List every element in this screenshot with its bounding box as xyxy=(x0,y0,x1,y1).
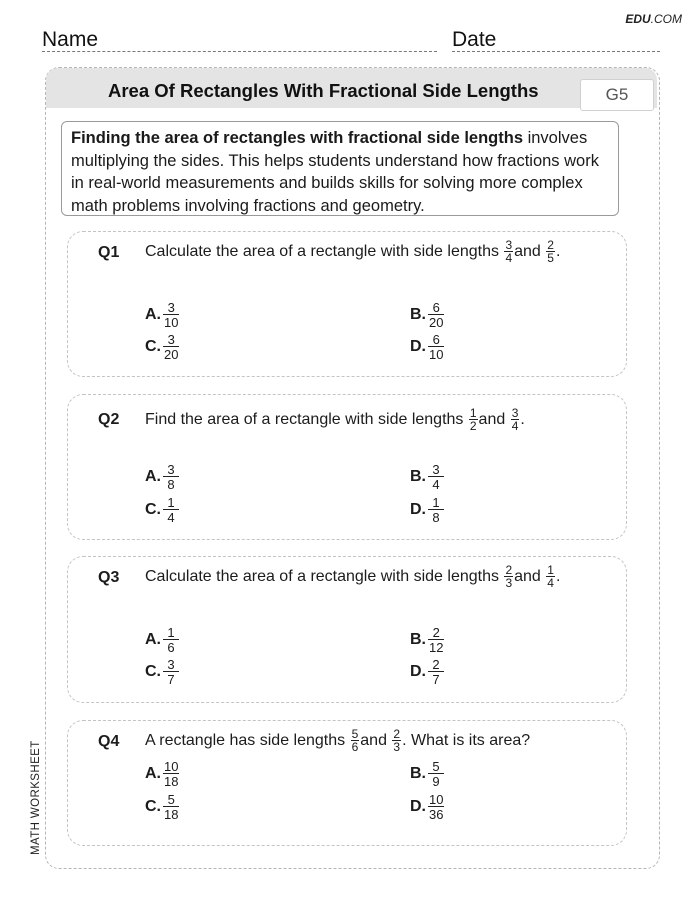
answer-option-d[interactable]: D. $\frac{2}{7}$ xyxy=(410,658,445,686)
intro-text: involves multiplying the sides. This helps students understand how fractions work in real-world measurements and builds skills for solving more complex math problems involving fractions and geometry. xyxy=(71,129,599,215)
fraction: $\frac{3}{4}$ xyxy=(505,238,513,265)
answer-option-c[interactable]: C. $\frac{1}{4}$ xyxy=(145,496,180,524)
question-number: Q2 xyxy=(98,411,120,428)
answer-option-a[interactable]: A. $\frac{3}{10}$ xyxy=(145,300,179,330)
name-field-line[interactable] xyxy=(42,51,437,52)
fraction: $\frac{1}{2}$ xyxy=(469,406,477,433)
question-text: Find the area of a rectangle with side lengths $\frac{1}{2}$ and $\frac{3}{4}$ . xyxy=(145,406,525,433)
brand-logo: EDU.COM xyxy=(625,12,682,26)
answer-option-d[interactable]: D. $\frac{1}{8}$ xyxy=(410,496,445,524)
intro-box xyxy=(61,121,619,216)
question-number: Q3 xyxy=(98,569,120,586)
fraction: $\frac{5}{6}$ xyxy=(351,727,359,754)
grade-badge: G5 xyxy=(580,79,654,111)
fraction: $\frac{2}{3}$ xyxy=(505,563,513,590)
fraction: $\frac{1}{4}$ xyxy=(547,563,554,590)
answer-option-a[interactable]: A. $\frac{3}{8}$ xyxy=(145,463,180,491)
side-label: MATH WORKSHEET xyxy=(30,740,42,855)
intro-bold-text: Finding the area of rectangles with fractional side lengths xyxy=(71,129,523,147)
question-number: Q1 xyxy=(98,244,120,261)
answer-option-a[interactable]: A. $\frac{10}{18}$ xyxy=(145,759,179,789)
answer-option-b[interactable]: B. $\frac{5}{9}$ xyxy=(410,760,445,788)
question-text: Calculate the area of a rectangle with side lengths $\frac{3}{4}$ and $\frac{2}{5}$ . xyxy=(145,238,561,265)
date-label: Date xyxy=(452,28,497,51)
answer-option-c[interactable]: C. $\frac{5}{18}$ xyxy=(145,792,179,822)
answer-option-c[interactable]: C. $\frac{3}{7}$ xyxy=(145,658,180,686)
date-field-line[interactable] xyxy=(452,51,660,52)
answer-option-b[interactable]: B. $\frac{6}{20}$ xyxy=(410,300,444,330)
name-label: Name xyxy=(42,28,99,51)
fraction: $\frac{2}{5}$ xyxy=(547,238,554,265)
question-text: A rectangle has side lengths $\frac{5}{6}$ and $\frac{2}{3}$ . What is its area? xyxy=(145,727,531,754)
answer-option-a[interactable]: A. $\frac{1}{6}$ xyxy=(145,626,180,654)
answer-option-b[interactable]: B. $\frac{3}{4}$ xyxy=(410,463,445,491)
answer-option-c[interactable]: C. $\frac{3}{20}$ xyxy=(145,332,179,362)
question-text: Calculate the area of a rectangle with side lengths $\frac{2}{3}$ and $\frac{1}{4}$ . xyxy=(145,563,561,590)
answer-option-d[interactable]: D. $\frac{6}{10}$ xyxy=(410,332,444,362)
answer-option-d[interactable]: D. $\frac{10}{36}$ xyxy=(410,792,444,822)
worksheet-title: Area Of Rectangles With Fractional Side Lengths xyxy=(108,80,539,101)
question-number: Q4 xyxy=(98,733,120,750)
answer-option-b[interactable]: B. $\frac{2}{12}$ xyxy=(410,625,444,655)
fraction: $\frac{2}{3}$ xyxy=(393,727,401,754)
fraction: $\frac{3}{4}$ xyxy=(511,406,519,433)
